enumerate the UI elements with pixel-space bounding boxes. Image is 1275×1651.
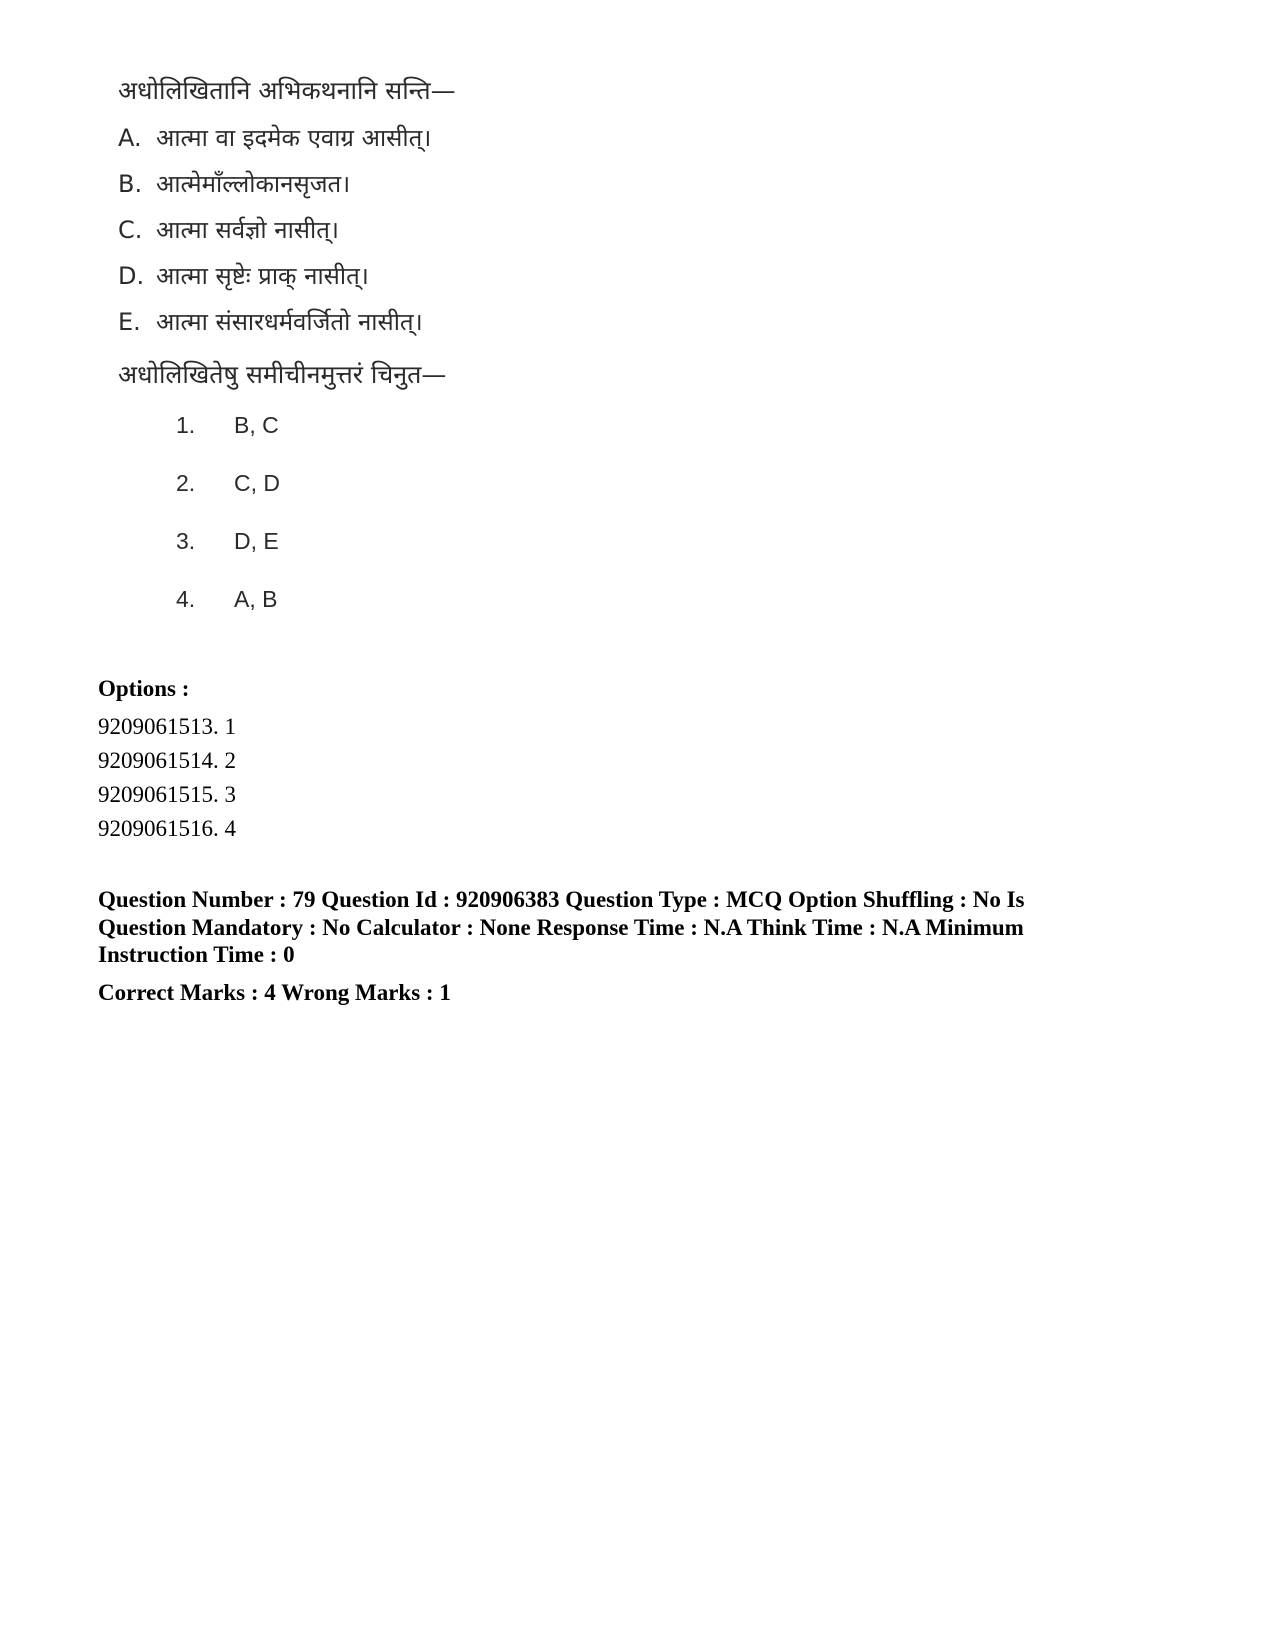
question-intro: अधोलिखितानि अभिकथनानि सन्ति—: [118, 76, 456, 105]
meta-line-2: Question Mandatory : No Calculator : None Response Time : N.A Think Time : N.A Minimum: [98, 914, 1024, 940]
option-item: 9209061514. 2: [98, 748, 236, 773]
meta-line-3: Instruction Time : 0: [98, 942, 295, 967]
meta-line-1: Question Number : 79 Question Id : 920906383 Question Type : MCQ Option Shuffling : No Is: [98, 887, 1025, 912]
question-ask: अधोलिखितेषु समीचीनमुत्तरं चिनुत—: [118, 360, 447, 389]
option-item: 9209061516. 4: [98, 816, 236, 841]
statement-label: C.: [118, 216, 143, 244]
answer-choice-1: [176, 408, 678, 442]
statement-label: B.: [118, 170, 143, 198]
options-heading: Options :: [98, 676, 190, 701]
options-list: [98, 710, 236, 846]
statement-text: आत्मा सृष्टेः प्राक् नासीत्।: [156, 262, 369, 290]
answer-choices: [118, 408, 678, 616]
option-item: 9209061515. 3: [98, 782, 236, 807]
statement-text: आत्मा सर्वज्ञो नासीत्।: [156, 216, 340, 244]
statement-text: आत्मा संसारधर्मवर्जितो नासीत्।: [156, 308, 423, 336]
answer-choice-2: [176, 466, 678, 500]
statement-label: A.: [118, 124, 142, 152]
statement-text: आत्मा वा इदमेक एवाग्र आसीत्।: [156, 124, 432, 152]
statement-e: [118, 304, 678, 340]
choice-number: 3.: [176, 528, 196, 554]
statement-a: [118, 120, 678, 156]
statement-label: E.: [118, 308, 141, 336]
statement-c: [118, 212, 678, 248]
answer-choice-3: [176, 524, 678, 558]
choice-number: 1.: [176, 412, 196, 438]
option-item: 9209061513. 1: [98, 714, 236, 739]
marks-line: Correct Marks : 4 Wrong Marks : 1: [98, 980, 451, 1005]
answer-choice-4: [176, 582, 678, 616]
statement-text: आत्मेमाँल्लोकानसृजत।: [156, 170, 351, 198]
choice-text: C, D: [234, 470, 280, 496]
choice-text: D, E: [234, 528, 279, 554]
choice-text: A, B: [234, 586, 278, 612]
question-meta: [98, 886, 1198, 969]
statement-d: [118, 258, 678, 294]
choice-text: B, C: [234, 412, 279, 438]
statement-label: D.: [118, 262, 145, 290]
statement-b: [118, 166, 678, 202]
choice-number: 4.: [176, 586, 196, 612]
question-image: [118, 72, 678, 640]
choice-number: 2.: [176, 470, 196, 496]
